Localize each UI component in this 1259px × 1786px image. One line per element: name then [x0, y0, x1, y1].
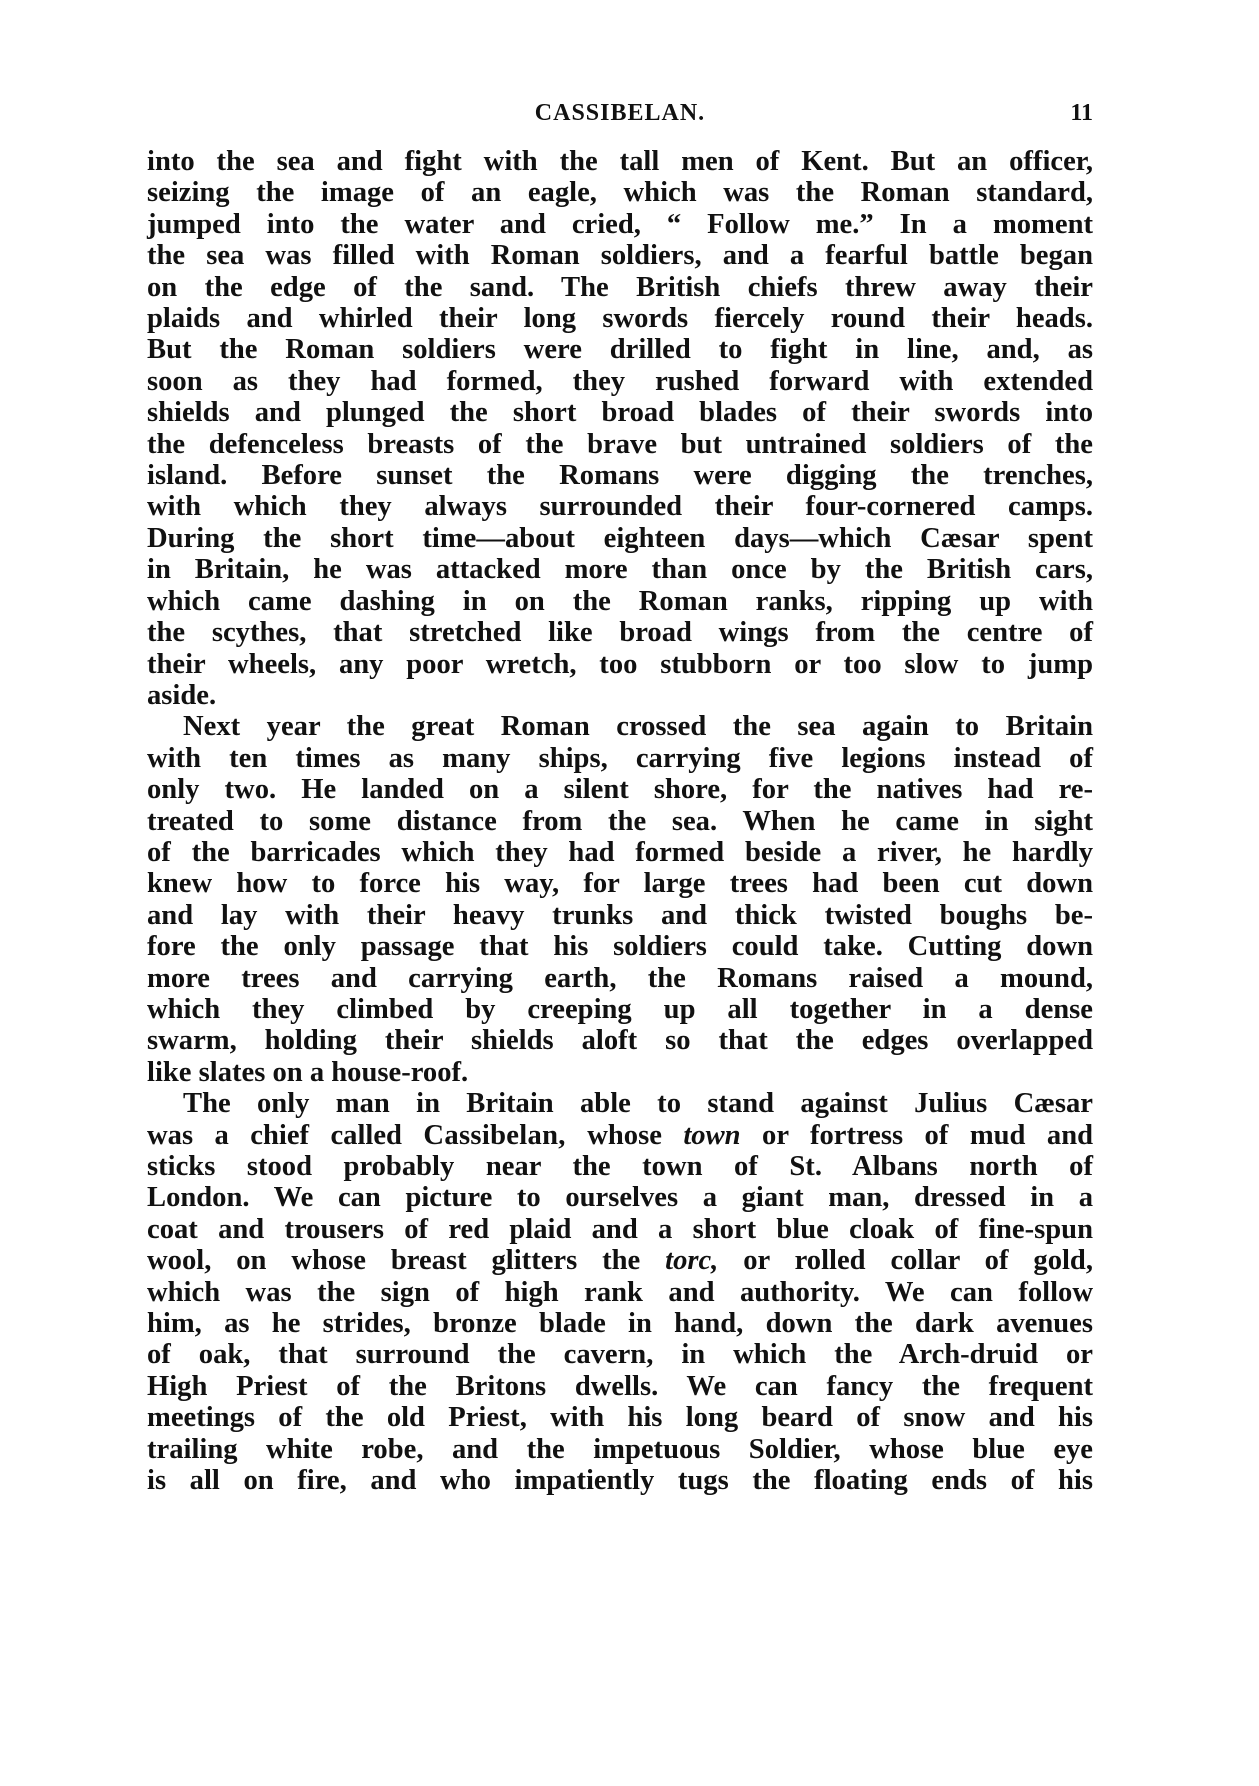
text-run: whose	[565, 1119, 684, 1151]
text-line: the defenceless breasts of the brave but untrained soldiers of the	[147, 428, 1093, 460]
text-line: Next year the great Roman crossed the sea again to Britain	[183, 711, 1093, 743]
running-head	[147, 100, 1093, 140]
name-cassibelan: Cassibelan,	[423, 1119, 566, 1151]
text-line: shields and plunged the short broad blades of their swords into	[147, 397, 1093, 429]
text-line: fore the only passage that his soldiers could take. Cutting down	[147, 931, 1093, 963]
text-line: soon as they had formed, they rushed forward with extended	[147, 365, 1093, 397]
text-line: with ten times as many ships, carrying five legions instead of	[147, 742, 1093, 774]
italic-town: town	[683, 1119, 741, 1151]
text-line: of the barricades which they had formed beside a river, he hardly	[147, 836, 1093, 868]
text-line: trailing white robe, and the impetuous Soldier, whose blue eye	[147, 1433, 1093, 1465]
text-line: knew how to force his way, for large trees had been cut down	[147, 868, 1093, 900]
text-line: which came dashing in on the Roman ranks, ripping up with	[147, 585, 1093, 617]
text-line: swarm, holding their shields aloft so that the edges overlapped	[147, 1025, 1093, 1057]
text-line	[147, 1245, 1093, 1276]
text-line: which was the sign of high rank and authority. We can follow	[147, 1276, 1093, 1308]
text-line: High Priest of the Britons dwells. We can fancy the frequent	[147, 1370, 1093, 1402]
body-text	[147, 146, 1093, 1496]
paragraph-2	[147, 711, 1093, 1088]
text-line	[147, 1120, 1093, 1151]
text-line: plaids and whirled their long swords fiercely round their heads.	[147, 303, 1093, 335]
text-line: During the short time—about eighteen days—which Cæsar spent	[147, 522, 1093, 554]
text-line: treated to some distance from the sea. When he came in sight	[147, 805, 1093, 837]
text-run: was a chief called	[147, 1119, 424, 1151]
text-line: of oak, that surround the cavern, in which the Arch-druid or	[147, 1339, 1093, 1371]
running-title: CASSIBELAN.	[534, 100, 706, 126]
text-line: London. We can picture to ourselves a giant man, dressed in a	[147, 1182, 1093, 1214]
text-line: into the sea and fight with the tall men of Kent. But an officer,	[147, 146, 1093, 177]
text-line: him, as he strides, bronze blade in hand, down the dark avenues	[147, 1308, 1093, 1340]
text-line: only two. He landed on a silent shore, for the natives had re-	[147, 774, 1093, 806]
text-line: seizing the image of an eagle, which was the Roman standard,	[147, 177, 1093, 209]
text-line: the scythes, that stretched like broad wings from the centre of	[147, 617, 1093, 649]
page-number: 11	[1070, 100, 1093, 126]
text-line: aside.	[147, 679, 217, 711]
text-line: like slates on a house-roof.	[147, 1056, 469, 1088]
text-line: their wheels, any poor wretch, too stubborn or too slow to jump	[147, 648, 1093, 680]
paragraph-1	[147, 146, 1093, 711]
text-run: or fortress of mud and	[740, 1119, 1094, 1151]
text-line: is all on fire, and who impatiently tugs the floating ends of his	[147, 1465, 1093, 1497]
paragraph-3	[147, 1088, 1093, 1496]
text-run: or rolled collar of gold,	[718, 1245, 1093, 1277]
text-line: island. Before sunset the Romans were digging the trenches,	[147, 460, 1093, 492]
text-line: But the Roman soldiers were drilled to fight in line, and, as	[147, 334, 1093, 366]
text-line: on the edge of the sand. The British chiefs threw away their	[147, 271, 1093, 303]
text-line: the sea was filled with Roman soldiers, and a fearful battle began	[147, 240, 1093, 272]
text-line: sticks stood probably near the town of St. Albans north of	[147, 1151, 1093, 1182]
italic-torc: torc,	[665, 1245, 719, 1277]
text-line: and lay with their heavy trunks and thick twisted boughs be-	[147, 899, 1093, 931]
text-line: in Britain, he was attacked more than once by the British cars,	[147, 554, 1093, 586]
text-run: wool, on whose breast glitters the	[147, 1245, 666, 1277]
text-line: meetings of the old Priest, with his long beard of snow and his	[147, 1402, 1093, 1434]
text-line: jumped into the water and cried, “ Follow me.” In a moment	[147, 208, 1093, 240]
text-line: which they climbed by creeping up all together in a dense	[147, 993, 1093, 1025]
text-line: The only man in Britain able to stand against Julius Cæsar	[183, 1088, 1093, 1120]
text-line: with which they always surrounded their four-cornered camps.	[147, 491, 1093, 523]
text-line: more trees and carrying earth, the Romans raised a mound,	[147, 962, 1093, 994]
text-line: coat and trousers of red plaid and a short blue cloak of fine-spun	[147, 1213, 1093, 1245]
